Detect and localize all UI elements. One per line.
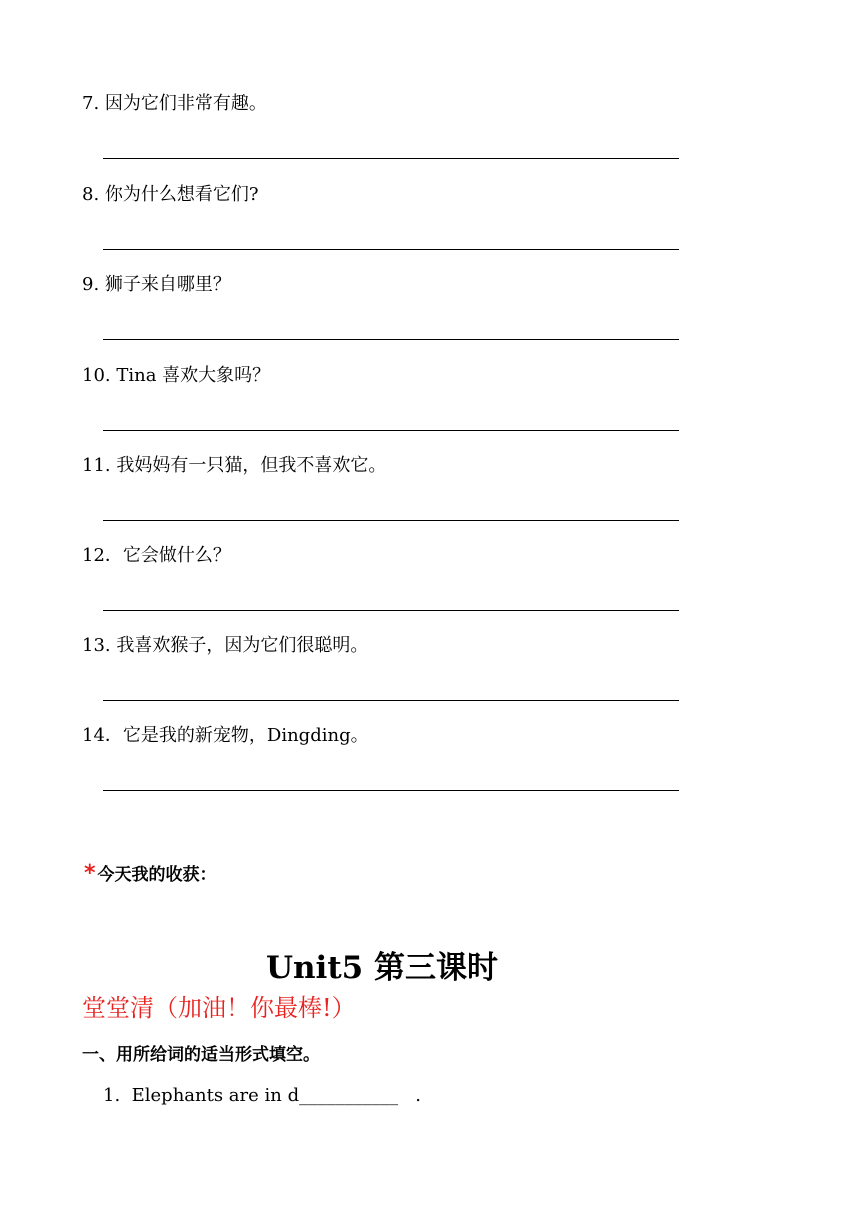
unit-title: Unit5 第三课时	[265, 950, 499, 986]
harvest-heading	[84, 860, 217, 886]
red-star-icon: *	[84, 861, 96, 886]
question-text: 11. 我妈妈有一只猫，但我不喜欢它。	[82, 455, 387, 476]
harvest-label: 今天我的收获：	[97, 865, 217, 885]
answer-line[interactable]	[103, 610, 679, 611]
answer-line[interactable]	[103, 158, 679, 159]
question-text: 14．它是我的新宠物，Dingding。	[82, 725, 369, 746]
section-heading: 一、用所给词的适当形式填空。	[82, 1045, 320, 1065]
question-text: 7. 因为它们非常有趣。	[82, 93, 267, 114]
slogan: 堂堂清（加油！你最棒!）	[82, 994, 356, 1022]
question-text: 12．它会做什么？	[82, 545, 231, 566]
answer-line[interactable]	[103, 790, 679, 791]
question-text: 8. 你为什么想看它们?	[82, 184, 259, 205]
fill-blank-item: 1. Elephants are in d___________ .	[103, 1085, 421, 1106]
question-text: 13. 我喜欢猴子，因为它们很聪明。	[82, 635, 369, 656]
question-text: 10. Tina 喜欢大象吗？	[82, 365, 271, 386]
answer-line[interactable]	[103, 430, 679, 431]
answer-line[interactable]	[103, 339, 679, 340]
answer-line[interactable]	[103, 249, 679, 250]
question-text: 9. 狮子来自哪里？	[82, 274, 231, 295]
answer-line[interactable]	[103, 520, 679, 521]
answer-line[interactable]	[103, 700, 679, 701]
